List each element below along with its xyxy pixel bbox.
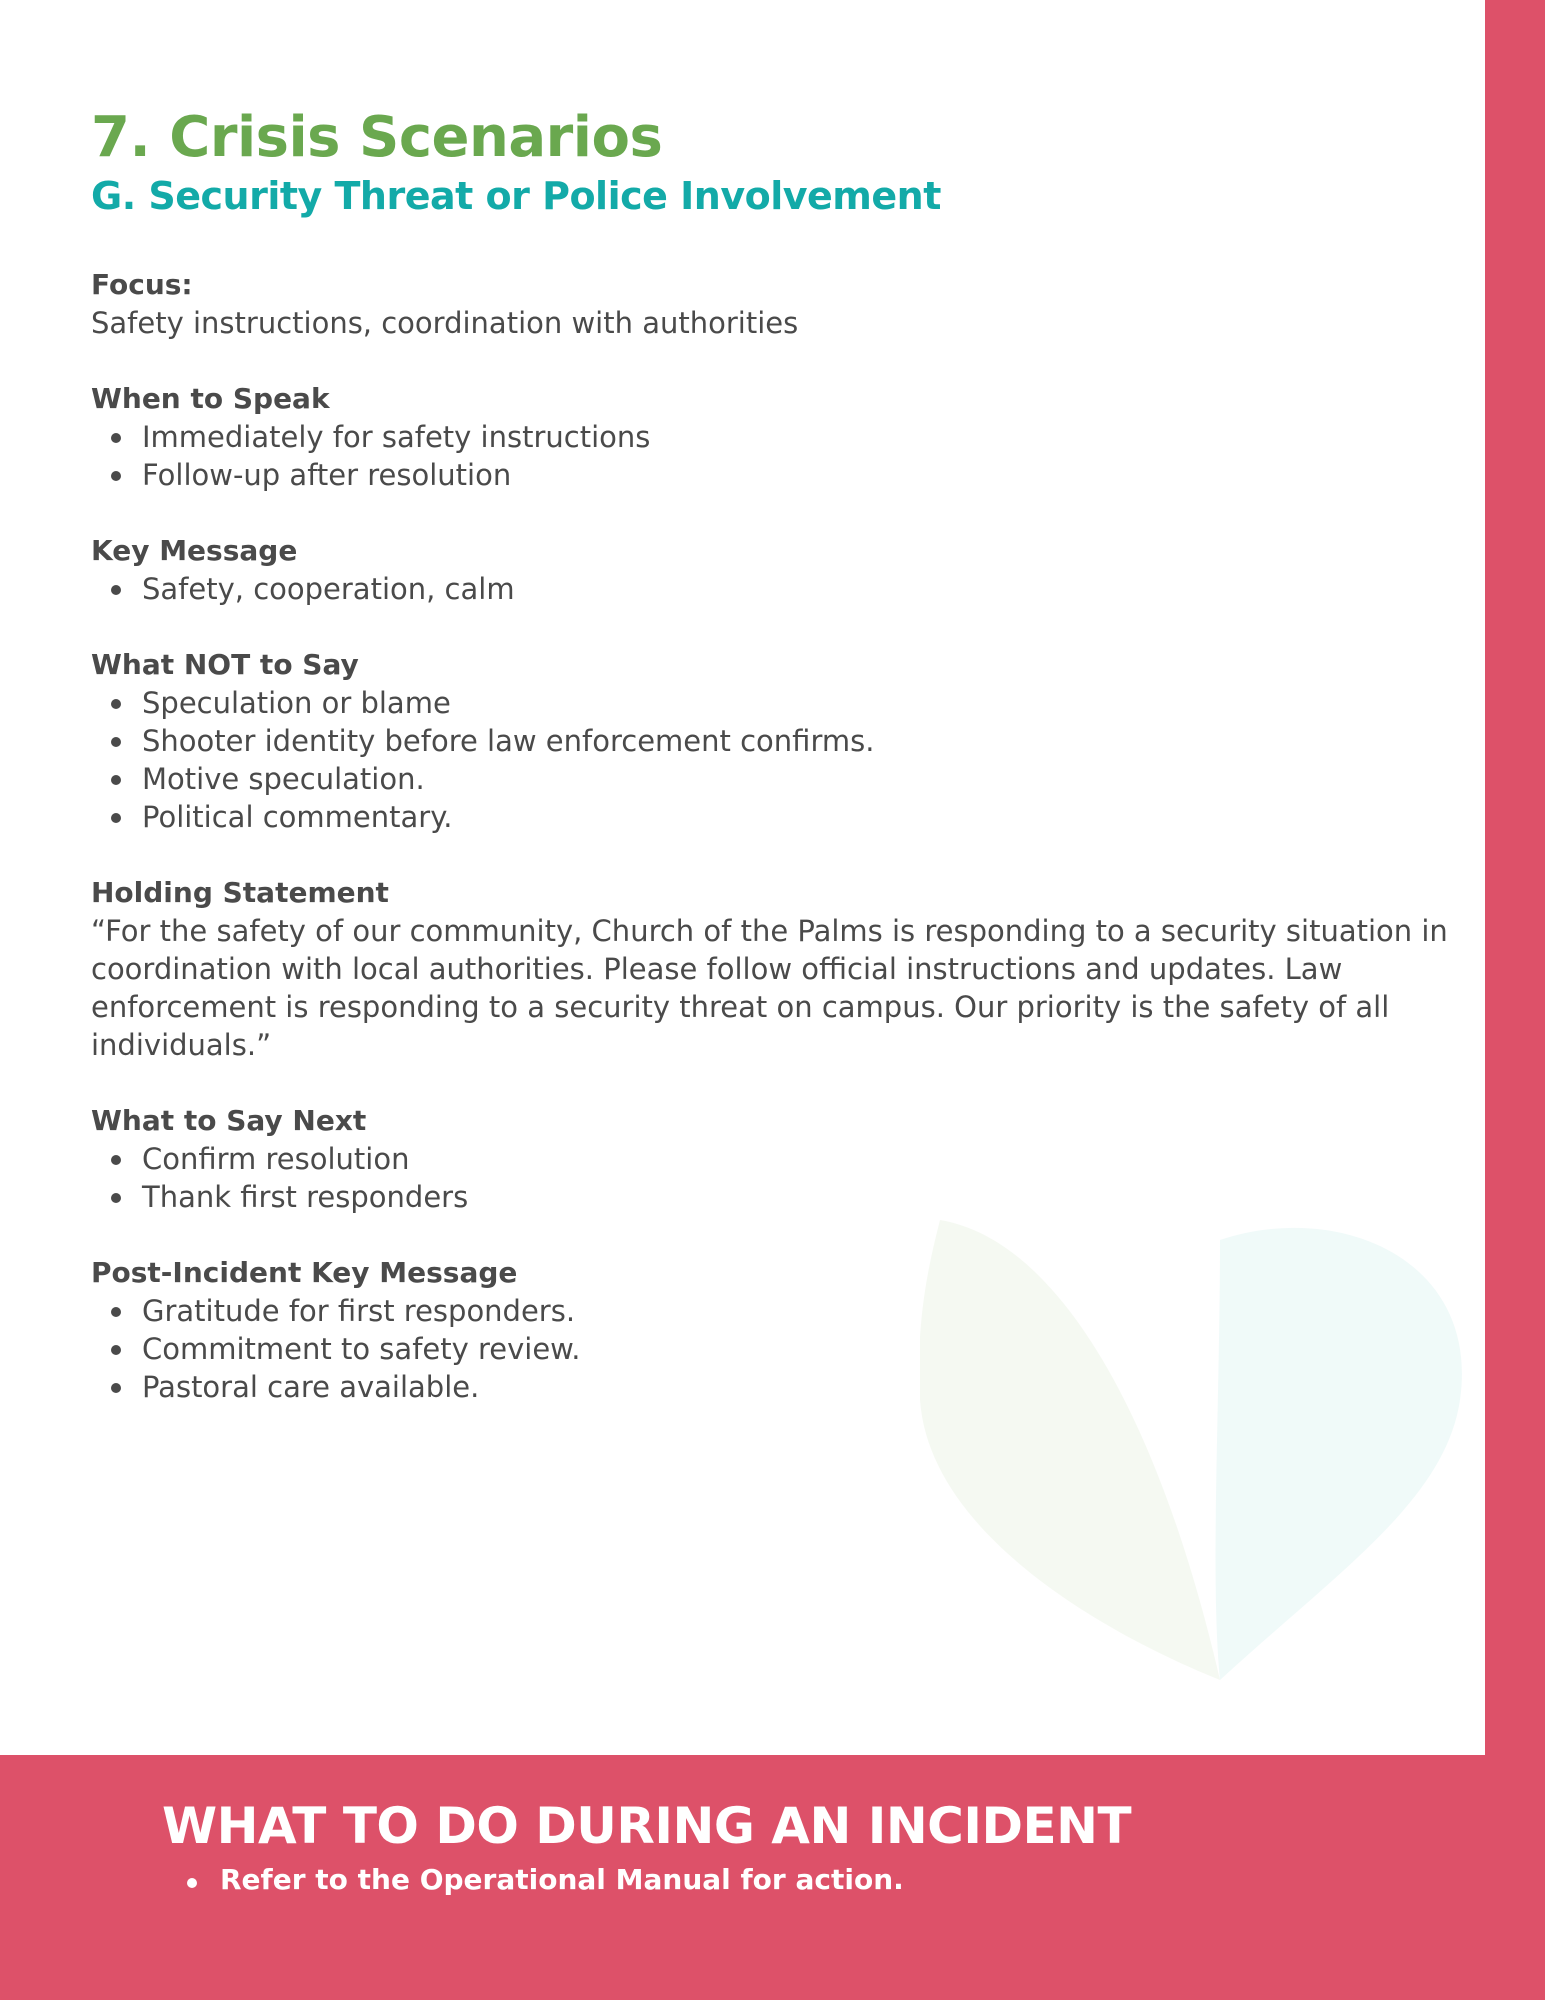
what-not-to-say-label: What NOT to Say bbox=[91, 648, 359, 681]
footer-list-item bbox=[220, 1863, 904, 1896]
holding-statement-section bbox=[91, 874, 1471, 1064]
bullet-icon bbox=[111, 813, 121, 823]
key-message-section bbox=[91, 532, 1471, 608]
focus-section bbox=[91, 266, 1471, 342]
list-item: Follow-up after resolution bbox=[91, 456, 1471, 494]
page-title: 7. Crisis Scenarios bbox=[91, 105, 663, 170]
list-item: Gratitude for first responders. bbox=[91, 1292, 1471, 1330]
what-not-to-say-list bbox=[91, 684, 1471, 836]
footer-title: WHAT TO DO DURING AN INCIDENT bbox=[162, 1797, 1132, 1855]
key-message-label: Key Message bbox=[91, 534, 298, 567]
bullet-icon bbox=[111, 699, 121, 709]
when-to-speak-label: When to Speak bbox=[91, 382, 330, 415]
when-to-speak-section bbox=[91, 380, 1471, 494]
list-item: Thank first responders bbox=[91, 1178, 1471, 1216]
list-item: Immediately for safety instructions bbox=[91, 418, 1471, 456]
holding-statement-label: Holding Statement bbox=[91, 876, 389, 909]
footer-item-text: Refer to the Operational Manual for action. bbox=[220, 1863, 904, 1896]
page-subtitle: G. Security Threat or Police Involvement bbox=[91, 174, 941, 218]
bullet-icon bbox=[111, 585, 121, 595]
side-accent-bar bbox=[1485, 0, 1545, 1755]
list-item: Motive speculation. bbox=[91, 760, 1471, 798]
when-to-speak-list bbox=[91, 418, 1471, 494]
bullet-icon bbox=[187, 1878, 197, 1888]
bullet-icon bbox=[111, 1383, 121, 1393]
list-item: Political commentary. bbox=[91, 798, 1471, 836]
list-item: Speculation or blame bbox=[91, 684, 1471, 722]
post-incident-list bbox=[91, 1292, 1471, 1406]
bullet-icon bbox=[111, 775, 121, 785]
bullet-icon bbox=[111, 1345, 121, 1355]
post-incident-label: Post-Incident Key Message bbox=[91, 1256, 518, 1289]
bullet-icon bbox=[111, 1193, 121, 1203]
post-incident-section bbox=[91, 1254, 1471, 1406]
list-item: Pastoral care available. bbox=[91, 1368, 1471, 1406]
list-item: Shooter identity before law enforcement confirms. bbox=[91, 722, 1471, 760]
incident-footer-banner bbox=[0, 1755, 1545, 2000]
what-to-say-next-list bbox=[91, 1140, 1471, 1216]
list-item: Confirm resolution bbox=[91, 1140, 1471, 1178]
list-item: Safety, cooperation, calm bbox=[91, 570, 1471, 608]
holding-statement-text: “For the safety of our community, Church of the Palms is responding to a security situation in coordination with local authorities. Please follow official instructions and updates. Law enforcement is responding to a security threat on campus. Our priority is the safety of all individuals.” bbox=[91, 914, 1448, 1062]
what-to-say-next-label: What to Say Next bbox=[91, 1104, 367, 1137]
list-item: Commitment to safety review. bbox=[91, 1330, 1471, 1368]
key-message-list bbox=[91, 570, 1471, 608]
bullet-icon bbox=[111, 1155, 121, 1165]
what-not-to-say-section bbox=[91, 646, 1471, 836]
bullet-icon bbox=[111, 471, 121, 481]
what-to-say-next-section bbox=[91, 1102, 1471, 1216]
focus-label: Focus: bbox=[91, 268, 193, 301]
bullet-icon bbox=[111, 433, 121, 443]
bullet-icon bbox=[111, 737, 121, 747]
main-content bbox=[91, 102, 1471, 1406]
focus-text: Safety instructions, coordination with authorities bbox=[91, 306, 799, 340]
bullet-icon bbox=[111, 1307, 121, 1317]
